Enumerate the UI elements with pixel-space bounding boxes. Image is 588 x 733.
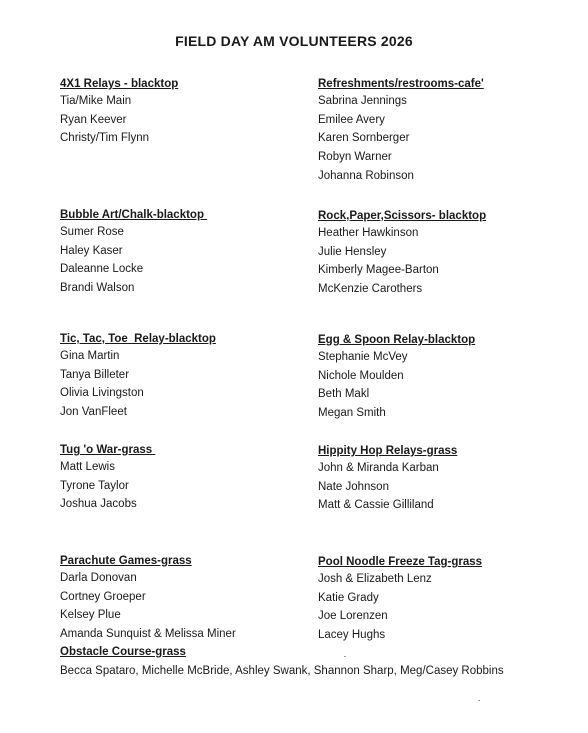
volunteer-name: Nichole Moulden (318, 369, 404, 382)
volunteer-name: Joshua Jacobs (60, 498, 137, 511)
volunteer-name: Stephanie McVey (318, 351, 408, 363)
section-heading: Parachute Games-grass (60, 555, 192, 567)
section-egg-spoon (318, 332, 475, 423)
volunteer-name: Gina Martin (60, 350, 120, 362)
volunteer-name: Tyrone Taylor (60, 479, 129, 492)
volunteer-name: Julie Hensley (318, 245, 387, 258)
volunteer-name: Lacey Hughs (318, 629, 386, 642)
volunteer-name: Kelsey Plue (60, 609, 121, 622)
volunteer-name: Robyn Warner (318, 151, 392, 164)
volunteer-name: Johanna Robinson (318, 169, 414, 182)
scan-speck (478, 700, 480, 701)
volunteer-name: Kimberly Magee-Barton (318, 264, 439, 277)
volunteer-name: Jon VanFleet (60, 406, 127, 419)
volunteer-name: Josh & Elizabeth Lenz (318, 573, 432, 585)
volunteer-name: Katie Grady (318, 591, 379, 604)
volunteer-name: Haley Kaser (60, 244, 123, 257)
obstacle-course-volunteers: Becca Spataro, Michelle McBride, Ashley Swank, Shannon Sharp, Meg/Casey Robbins (60, 665, 504, 677)
volunteer-name: Sumer Rose (60, 226, 124, 238)
volunteer-name: Matt & Cassie Gilliland (318, 499, 434, 512)
volunteer-name: Sabrina Jennings (318, 95, 407, 107)
volunteer-name: Olivia Livingston (60, 387, 144, 400)
section-heading: Pool Noodle Freeze Tag-grass (318, 556, 483, 568)
volunteer-name: John & Miranda Karban (318, 462, 439, 474)
section-heading: Tic, Tac, Toe Relay-blacktop (60, 333, 216, 345)
volunteer-name: Amanda Sunquist & Melissa Miner (60, 628, 236, 641)
volunteer-name: Tanya Billeter (60, 368, 130, 381)
section-heading: Bubble Art/Chalk-blacktop (60, 209, 208, 221)
section-rock-paper-scissors (318, 208, 486, 299)
volunteer-name: Megan Smith (318, 407, 386, 420)
section-heading: Hippity Hop Relays-grass (318, 445, 458, 457)
section-heading: Egg & Spoon Relay-blacktop (318, 334, 476, 346)
volunteer-name: Matt Lewis (60, 461, 115, 473)
section-heading-obstacle-course: Obstacle Course-grass (60, 645, 186, 658)
volunteer-name: Darla Donovan (60, 572, 137, 584)
volunteer-name: Karen Sornberger (318, 132, 410, 145)
volunteer-name: Christy/Tim Flynn (60, 132, 150, 145)
scan-speck (344, 656, 346, 657)
section-parachute-games (60, 553, 236, 660)
volunteer-name: Heather Hawkinson (318, 227, 419, 239)
section-tug-of-war (60, 442, 155, 514)
volunteer-name: Tia/Mike Main (60, 95, 132, 107)
volunteer-name: Cortney Groeper (60, 590, 146, 603)
section-bubble-art (60, 207, 207, 298)
volunteer-name: Nate Johnson (318, 480, 389, 493)
volunteer-name: Daleanne Locke (60, 263, 144, 276)
section-pool-noodle (318, 554, 482, 645)
section-heading: 4X1 Relays - blacktop (60, 78, 179, 90)
volunteer-name: Joe Lorenzen (318, 610, 388, 623)
section-hippity-hop (318, 443, 457, 515)
volunteer-name: Ryan Keever (60, 113, 127, 126)
volunteer-name: Brandi Walson (60, 282, 135, 295)
volunteer-name: Emilee Avery (318, 113, 385, 126)
volunteer-name: Beth Makl (318, 388, 370, 401)
section-heading: Tug 'o War-grass (60, 444, 156, 456)
section-tic-tac-toe (60, 331, 216, 422)
section-heading: Rock,Paper,Scissors- blacktop (318, 210, 487, 222)
volunteer-name: McKenzie Carothers (318, 283, 423, 296)
section-refreshments (318, 76, 484, 185)
section-4x1-relays (60, 76, 178, 148)
page-title: FIELD DAY AM VOLUNTEERS 2026 (175, 33, 413, 49)
section-heading: Refreshments/restrooms-cafe' (318, 78, 484, 90)
